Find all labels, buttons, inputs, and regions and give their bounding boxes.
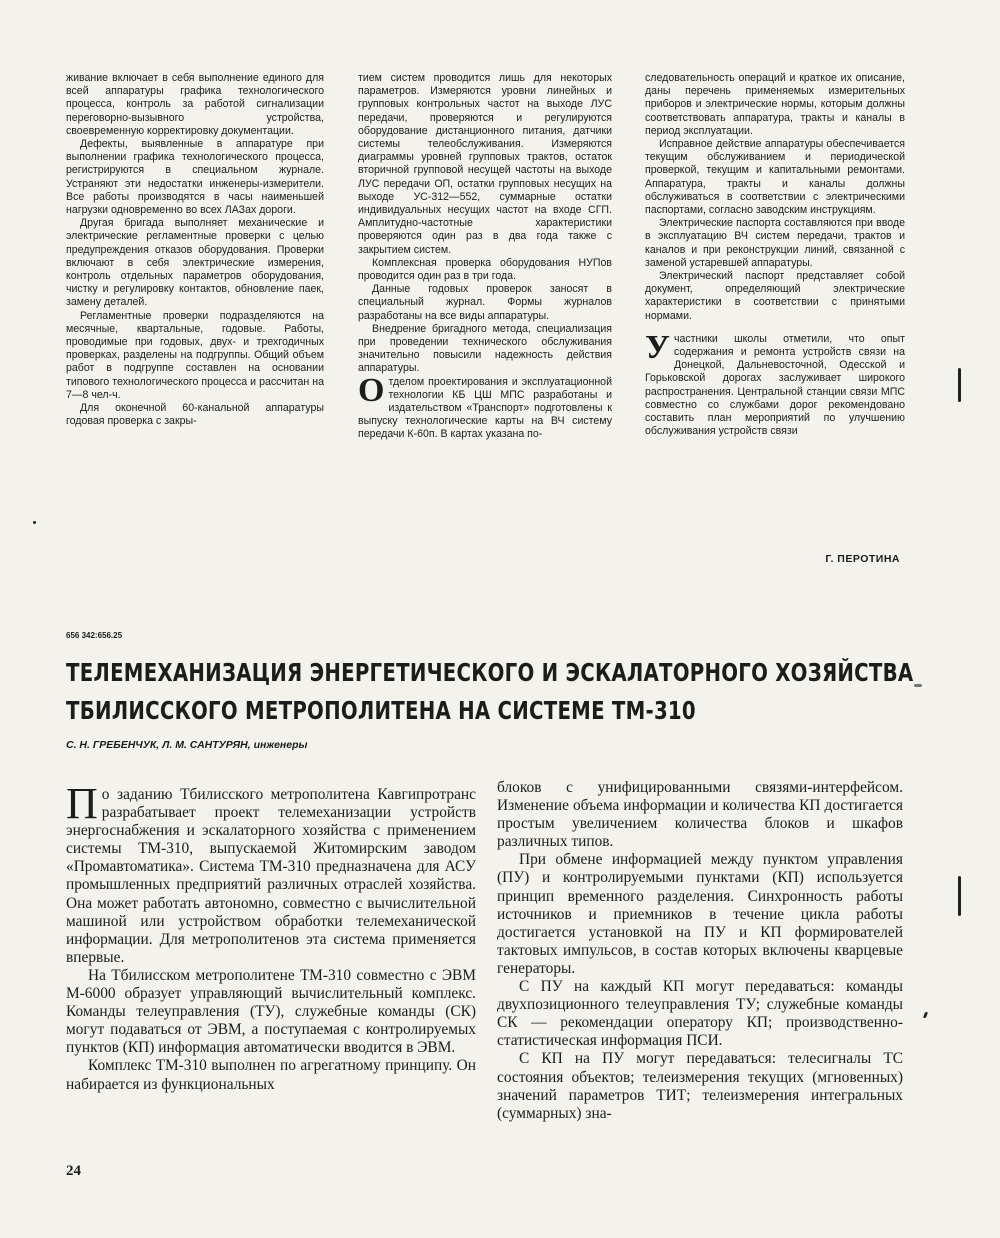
page-number: 24: [66, 1163, 81, 1179]
paragraph: Регламентные проверки подразделяются на месячные, квартальные, годовые. Работы, проводимые при годовых, двух- и трехгодичных проверках, разделены на подгруппы. Общий объем работ в подгруппе составлен на основании типового технологического процесса и рассчитан на 7—8 чел-ч.: [66, 309, 324, 401]
scan-mark: [923, 1012, 928, 1018]
paragraph: Другая бригада выполняет механические и электрические регламентные проверки с целью предупреждения отказов оборудования. Проверки включают в себя электрические измерения, контроль отдельных параметров оборудования, чистку и регулировку контактов, обновление паек, замену деталей.: [66, 217, 324, 309]
paragraph: Внедрение бригадного метода, специализация при проведении технического обслуживания значительно повысили надежность действия аппаратуры.: [358, 322, 612, 375]
scan-mark: [914, 684, 922, 687]
paragraph: Дефекты, выявленные в аппаратуре при выполнении графика технологического процесса, регистрируются в специальном журнале. Устраняют эти недостатки инженеры-измерители. Все работы производятся в часы наименьшей нагрузки одновременно во всех ЛАЗах дороги.: [66, 138, 324, 217]
scan-mark: [33, 521, 36, 524]
paragraph: тием систем проводится лишь для некоторых параметров. Измеряются уровни линейных и групповых контрольных частот на выходе ЛУС передачи, проверяются и регулируются оборудование дистанционного питания, датчики системы телеобслуживания. Измеряются диаграммы уровней групповых трактов, остаток вторичной групповой несущей частоты на выходе ЛУС передачи ОП, остатки групповых несущих на выходе УС-312—552, суммарные остатки индивидуальных несущих частот на входе СГП. Амплитудно-частотные характеристики проверяются один раз в два года также с закрытием систем.: [358, 72, 612, 256]
top-column-1: [66, 72, 324, 428]
paragraph-text: тделом проектирования и эксплуатационной технологии КБ ЦШ МПС разработаны и издательством «Транспорт» подготовлены к выпуску технологические карты на ВЧ систему передачи К-60п. В картах указана по-: [358, 375, 612, 441]
paragraph: блоков с унифицированными связями-интерфейсом. Изменение объема информации и количества КП достигается простым увеличением количества блоков и шкафов различных типов.: [497, 779, 903, 851]
paragraph: При обмене информацией между пунктом управления (ПУ) и контролируемыми пунктами (КП) используется принцип временного разделения. Синхронность работы источников и приемников в течение цикла работы достигается установкой на ПУ и КП формирователей тактовых импульсов, в состав которых включены кварцевые генераторы.: [497, 851, 903, 977]
paragraph-text: частники школы отметили, что опыт содержания и ремонта устройств связи на Донецкой, Дальневосточной, Одесской и Горьковской дорогах заслуживает широкого распространения. Центральной станции связи МПС совместно со службами дорог рекомендовано составить план мероприятий по улучшению обслуживания устройств связи: [645, 332, 905, 438]
article-column-2: [497, 779, 903, 1123]
paragraph: Комплексная проверка оборудования НУПов проводится один раз в три года.: [358, 256, 612, 283]
paragraph: На Тбилисском метрополитене ТМ-310 совместно с ЭВМ М-6000 образует управляющий вычислительный комплекс. Команды телеуправления (ТУ), служебные команды (СК) могут подаваться от ЭВМ, а поступаемая с контролируемых пунктов (КП) информация автоматически вводится в ЭВМ.: [66, 966, 476, 1057]
top-column-2: [358, 72, 612, 442]
author-signature: Г. ПЕРОТИНА: [825, 553, 900, 565]
paragraph: Исправное действие аппаратуры обеспечивается текущим обслуживанием и периодической проверкой, текущим и капитальными ремонтами. Аппаратура, тракты и каналы должны обслуживаться в соответствии с электрическими паспортами, согласно заводским инструкциям.: [645, 138, 905, 217]
scan-mark: [958, 876, 961, 916]
paragraph: Электрические паспорта составляются при вводе в эксплуатацию ВЧ систем передачи, трактов и каналов и при реконструкции линий, связанной с заменой устаревшей аппаратуры.: [645, 217, 905, 269]
paragraph: Для оконечной 60-канальной аппаратуры годовая проверка с закры-: [66, 402, 324, 428]
article-column-1: [66, 779, 476, 1094]
paragraph-with-dropcap: [66, 779, 476, 967]
paragraph-with-dropcap: [645, 328, 905, 439]
paragraph-with-dropcap: [358, 371, 612, 442]
paragraph: Электрический паспорт представляет собой документ, определяющий электрические характеристики в соответствии с принятыми нормами.: [645, 270, 905, 322]
scan-mark: [958, 368, 961, 402]
udc-code: 656 342:656.25: [66, 631, 123, 640]
drop-cap: П: [66, 779, 98, 828]
title-line: ТЕЛЕМЕХАНИЗАЦИЯ ЭНЕРГЕТИЧЕСКОГО И ЭСКАЛАТОРНОГО ХОЗЯЙСТВА: [66, 658, 914, 687]
paragraph: С КП на ПУ могут передаваться: телесигналы ТС состояния объектов; телеизмерения текущих (мгновенных) значений параметров ТИТ; телеизмерения интегральных (суммарных) зна-: [497, 1050, 903, 1122]
paragraph: Данные годовых проверок заносят в специальный журнал. Формы журналов разработаны на все виды аппаратуры.: [358, 283, 612, 322]
article-authors: С. Н. ГРЕБЕНЧУК, Л. М. САНТУРЯН, инженеры: [66, 739, 308, 751]
article-title: [66, 654, 914, 730]
paragraph: Комплекс ТМ-310 выполнен по агрегатному принципу. Он набирается из функциональных: [66, 1057, 476, 1093]
paragraph: С ПУ на каждый КП могут передаваться: команды двухпозиционного телеуправления ТУ; служебные команды СК — рекомендации оператору КП; производственно-статистическая информация ПСИ.: [497, 978, 903, 1050]
paragraph: следовательность операций и краткое их описание, даны перечень применяемых измерительных приборов и электрические нормы, которым должны соответствовать аппаратура, тракты и каналы в период эксплуатации.: [645, 72, 905, 137]
drop-cap: У: [645, 328, 670, 366]
paragraph-text: о заданию Тбилисского метрополитена Кавгипротранс разрабатывает проект телемеханизации устройств энергоснабжения и эскалаторного хозяйства с применением системы ТМ-310, выпускаемой Житомирским заводом «Промавтоматика». Система ТМ-310 предназначена для АСУ промышленных предприятий различных отраслей хозяйства. Она может работать автономно, совместно с вычислительной машиной или устройством обработки телемеханической информации. Для метрополитенов эта система применяется впервые.: [66, 786, 476, 966]
drop-cap: О: [358, 371, 385, 409]
title-line: ТБИЛИССКОГО МЕТРОПОЛИТЕНА НА СИСТЕМЕ ТМ-310: [66, 696, 696, 725]
top-column-3: [645, 72, 905, 438]
paragraph: живание включает в себя выполнение единого для всей аппаратуры графика технологического процесса, контроль за работой сигнализации переговорно-вызывного устройства, своевременную корректировку документации.: [66, 72, 324, 137]
